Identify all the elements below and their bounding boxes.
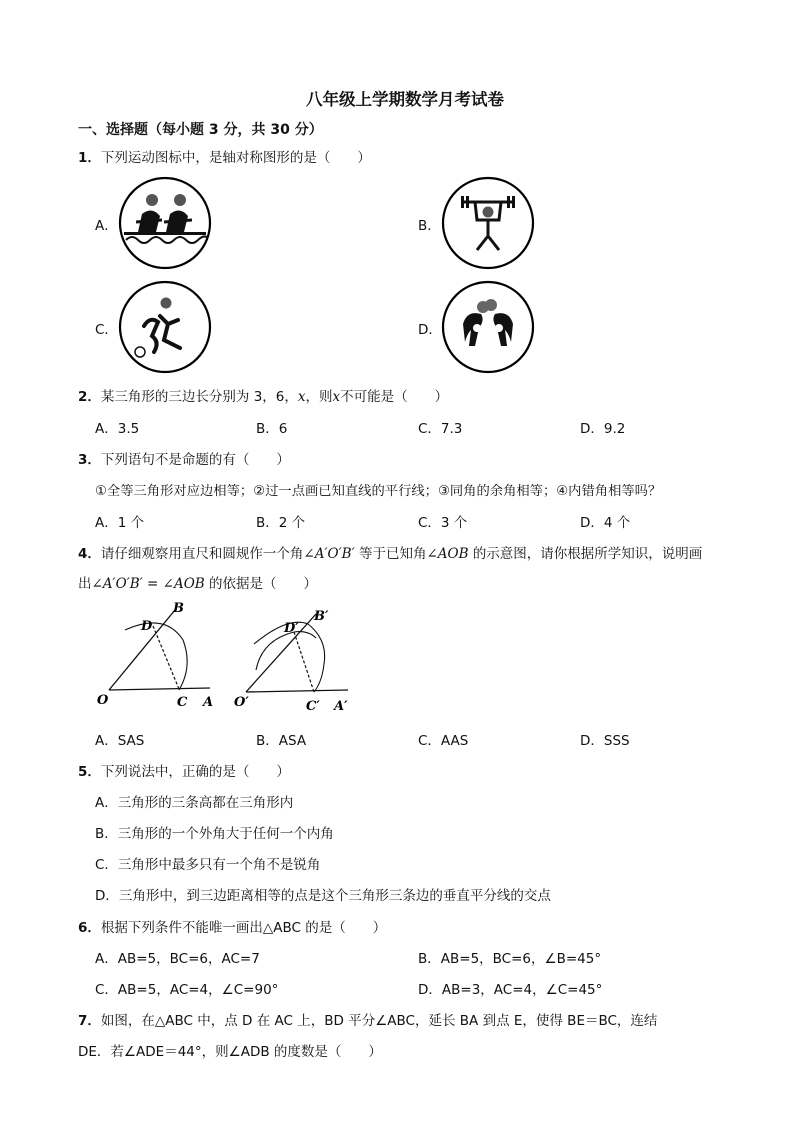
- q2-option-d[interactable]: D．9.2: [580, 421, 626, 437]
- q4-option-c[interactable]: C．AAS: [418, 733, 469, 749]
- angle-a-prime: ∠A′O′B′: [303, 546, 355, 562]
- q2-option-a[interactable]: A．3.5: [95, 421, 140, 437]
- page-title: 八年级上学期数学月考试卷: [306, 90, 504, 109]
- question-number: 5．: [78, 764, 101, 780]
- rowing-icon: [118, 176, 212, 270]
- point-label-b: B: [173, 601, 184, 616]
- question-number: 3．: [78, 452, 101, 468]
- q3-option-a[interactable]: A．1 个: [95, 515, 145, 531]
- q6-option-a[interactable]: A．AB=5，BC=6，AC=7: [95, 951, 260, 967]
- question-text: 出: [78, 576, 92, 592]
- question-3-stem: [78, 448, 290, 468]
- question-text-b: ，则: [305, 389, 333, 405]
- q1-option-c-label[interactable]: C．: [95, 322, 118, 338]
- q4-option-a[interactable]: A．SAS: [95, 733, 145, 749]
- question-4-line-1: [78, 542, 702, 562]
- point-label-c-prime: C′: [306, 699, 320, 714]
- question-number: 2．: [78, 389, 101, 405]
- q3-option-b[interactable]: B．2 个: [256, 515, 306, 531]
- point-label-d: D: [141, 619, 153, 634]
- compass-construction-figure-original: [95, 600, 225, 715]
- question-7-line-1: [78, 1009, 657, 1029]
- question-7-line-2: DE．若∠ADE＝44°，则∠ADB 的度数是（ ）: [78, 1044, 382, 1060]
- q5-option-c[interactable]: C．三角形中最多只有一个角不是锐角: [95, 857, 321, 873]
- question-text: 下列说法中，正确的是（ ）: [100, 764, 290, 780]
- running-icon: [118, 280, 212, 374]
- question-text: 根据下列条件不能唯一画出△ABC 的是（ ）: [100, 920, 387, 936]
- wrestling-icon: [441, 280, 535, 374]
- point-label-a-prime: A′: [334, 699, 348, 714]
- question-number: 1．: [78, 150, 101, 166]
- question-text: 的示意图，请你根据所学知识，说明画: [472, 546, 703, 562]
- question-text-c: 不可能是（ ）: [340, 389, 449, 405]
- question-text: 的依据是（ ）: [209, 576, 317, 592]
- q3-option-d[interactable]: D．4 个: [580, 515, 631, 531]
- question-number: 4．: [78, 546, 101, 562]
- question-text: 如图，在△ABC 中，点 D 在 AC 上，BD 平分∠ABC，延长 BA 到点 E，使得 BE＝BC，连结: [100, 1013, 658, 1029]
- q3-statements: ①全等三角形对应边相等；②过一点画已知直线的平行线；③同角的余角相等；④内错角相等吗？: [95, 484, 662, 499]
- question-6-stem: [78, 916, 386, 936]
- point-label-b-prime: B′: [314, 609, 329, 624]
- q2-option-c[interactable]: C．7.3: [418, 421, 463, 437]
- q5-option-b[interactable]: B．三角形的一个外角大于任何一个内角: [95, 826, 334, 842]
- question-text-a: 某三角形的三边长分别为 3，6，: [100, 389, 298, 405]
- q4-option-d[interactable]: D．SSS: [580, 733, 630, 749]
- q1-option-a-label[interactable]: A．: [95, 218, 118, 234]
- variable-x: x: [297, 389, 306, 405]
- point-label-o: O: [97, 693, 109, 708]
- question-text: 请仔细观察用直尺和圆规作一个角: [100, 546, 304, 562]
- question-number: 7．: [78, 1013, 101, 1029]
- q6-option-d[interactable]: D．AB=3，AC=4，∠C=45°: [418, 982, 603, 998]
- weightlifting-icon: [441, 176, 535, 270]
- compass-construction-figure-copy: [232, 600, 372, 715]
- question-5-stem: [78, 760, 290, 780]
- q5-option-d[interactable]: D．三角形中，到三边距离相等的点是这个三角形三条边的垂直平分线的交点: [95, 888, 551, 904]
- variable-x: x: [332, 389, 341, 405]
- question-4-line-2: [78, 572, 317, 592]
- angle-aob: ∠AOB: [426, 546, 469, 562]
- question-text: 等于已知角: [358, 546, 427, 562]
- question-1-stem: [78, 146, 371, 166]
- section-heading: 一、选择题（每小题 3 分，共 30 分）: [78, 122, 323, 138]
- question-text: 下列运动图标中，是轴对称图形的是（ ）: [100, 150, 371, 166]
- q2-option-b[interactable]: B．6: [256, 421, 288, 437]
- q6-option-b[interactable]: B．AB=5，BC=6，∠B=45°: [418, 951, 602, 967]
- q6-option-c[interactable]: C．AB=5，AC=4，∠C=90°: [95, 982, 279, 998]
- q1-option-d-label[interactable]: D．: [418, 322, 442, 338]
- q3-option-c[interactable]: C．3 个: [418, 515, 468, 531]
- question-text: 下列语句不是命题的有（ ）: [100, 452, 290, 468]
- point-label-o-prime: O′: [234, 695, 249, 710]
- q1-option-b-label[interactable]: B．: [418, 218, 441, 234]
- question-number: 6．: [78, 920, 101, 936]
- q5-option-a[interactable]: A．三角形的三条高都在三角形内: [95, 795, 294, 811]
- point-label-c: C: [177, 695, 188, 710]
- question-2-stem: [78, 385, 448, 405]
- point-label-d-prime: D′: [284, 621, 299, 636]
- angle-equation: ∠A′O′B′ = ∠AOB: [91, 576, 205, 592]
- point-label-a: A: [203, 695, 214, 710]
- q4-option-b[interactable]: B．ASA: [256, 733, 307, 749]
